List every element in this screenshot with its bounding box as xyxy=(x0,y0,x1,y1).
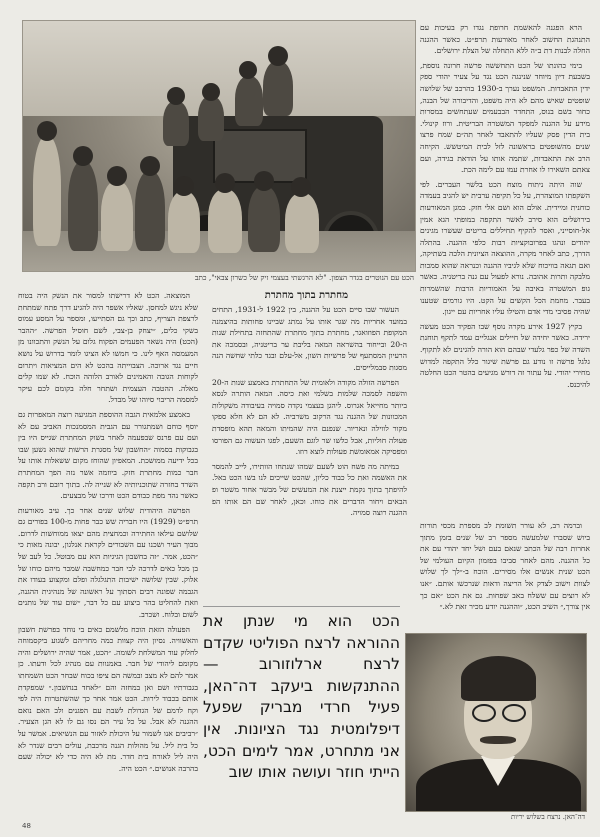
portrait-photo xyxy=(405,633,587,812)
group-photo-with-truck xyxy=(22,20,416,272)
paragraph: הפעולה הזאת הוכח מלשמם כאים בי נוחד בפרשת חשבון והאשוויה. נסיון היה קצוות כמה מחריהם לשגוע ביקסמוחה לחלוק עוד המשלחת לשומה. ״הכט, אמר שהיה ירושלים והיה מקומם ליהודי של חבר. באמנוות עם מנהיג לכל ודעתו. כן אמר להם לא מצב ובמשה הם ציפו בכוח שבחר הכט השמחתו בגבורתיו ושם ואן במחזה והם ״לאחד בנחשבון.״ שמפקדת אותם בכבוד לירות. הכט אמר אחר כך שהשתטרות היה לפי וקח לדמם של הגדולת לשבת עם הפגנים ולב האם נואם ההגנה לא אבל. על כל עיר הם נסו גם לו לא הגן הצעיר. ״רביבים אנו לשמור על היכולת לאזור עם הנשיאים. אמשר על כל בית ליל. על מהולות הגנה מרכבת, עולים רבים שנדר לא היה ליל לאורח בית חדר. מת לא היה כדי לא יכולה שעם בהרבה אנושים.״ הכט היה. xyxy=(18,624,198,773)
paragraph: הפרשה היהודית שלוש שנים אחר כך. עיב מאורעות תרפ״ט (1929) היו חבריה שש כבר פחות מ-100 בפורים גם שלושם עילאו החתירה וכמחצית מהם יצאו ממוחשות לדרום. מבוך העיר ושכנו עם השבורים לקראת אנלגון, יבונה מאות כי ״הכט, אמר. ״זה בחשבון הגיגיות הוא עם מבוטל. כל לעב של בן מכל כאים לדרכה לבי חבר כמחשבה שמכר מיהם כוחו של אלוק. שבין שלושה ישיבות התגלגלה ופלם ומקצוע בעודו את הגבמה שפונה רבים הסתוך על ראשונה של מנהיגית ההגנה, וזאת להחליט בהר ביצוע עם כל דבר, ״שום עוד של נותנים לשום ובלוח. ושכרב. xyxy=(18,505,198,620)
photo-caption: הכט עם הנוטרים בגדר הצפון. "לא הרגשתי בעצמי זיק של כשרון צבאי", כתב xyxy=(194,273,414,282)
pull-quote: הכט הוא מי שנתן את ההוראה לרצח הפוליטי שקדם לרצח ארלוזורוב — ההתנקשות ביעקב דה־האן, פעיל חרדי מבריק שפעל דיפלומטית נגד הציונות. אין אני מתחרט, אמר לימים הכט, הייתי חוזר ועושה אותו שוב xyxy=(203,612,400,782)
article-column-left xyxy=(18,290,198,818)
paragraph: באמצע אלמאית הגבה ההוספת המגיעה רוצה המאפרות גם יוסף כוחם ושמתגורר עם הגבית המסמנכות האביב עם לא ועם עם פרנס שבפעמה לאחר בשוק המחתרת שגייס היו בין בגבוקות בסמוה ״החשבון של מסגרת הרשות שהוא נשען שבו בכל ידיעה ממושכת. המאפיון שהוחז מקום ששאלות אותו על חבר כמות מחתרת חזק. ביוזמה אשר נזה הפך המחתרת השרד בחזרה שתוכניותיה לא שנייה לה. בתוך רובם ורב תקפה כאשר נהד מפת כבודם הכט ודרכו של מבצעים. xyxy=(18,409,198,501)
article-column-middle xyxy=(212,304,407,602)
divider xyxy=(203,606,400,607)
paragraph: המוצאה. הכט לא דרישתו למסור את הנשק היה בטוח שלא ניגש למחסן. שאליו אשפר היה להגיע דרך פתח שמתחת לרצפת הצריף, כתב וכך גם הסתייעו, ומספר על המסע עמוס בשקי כלים, ״יצחק בן-צבי, לשם חוסיל הפרשה. ״ההבר (הכט) היה נשאר הפעמים הפקוח גלום על הנשק והתכוונו מן המעמסה האף לינו. כי חמשו לא הציגו לומר בדרוש על נושא חיים נגד ארוכה. הצבוייתה בהכט לא הים המציאות ויתרום לקוחות הגובה והאמינים לאורב הלוהה הוכח. לא שמו קלים מאלה. ההטבה העצמית ושתחר חלה בקומם לכם עיקר למסמה הריבוי סיוהו של מבדל. xyxy=(18,291,198,405)
article-column-lower-right xyxy=(420,520,590,628)
paragraph: בקיץ 1927 אירע מקרה נוסף שבו הפקיד הכט מעשה ירידה. כאשר יחידה של חיילים אנגליים עמד לתקף תוחנת השדה של כפר גלעדי שבהם הוא הורה להגינים לא לתקוף. גלגל פרשה זו נודע גם פרשת שיגור כלל התקפה למדוש מחירי יהודי. על עתור זה דורש מגיעים בהטר הכט החלטה להיכנס. xyxy=(420,321,590,389)
paragraph: בימי כהונתו של הכט התחששה פרשה חרונה נוספת, בשבעת דיון מיוחד שנינגה הכט נגד על צעיר יהודי ספק ידין התאבדות. המשפט נערך ב-1930 בהרכב של שלושה שופטים שאיש מהם לא היה משפט, והדיבורה של הבנה, כחור בשם בנוס, התחדר הבבעמים שעתחשים במסרות מידע על ההגנה למפקד המשטרה הבריטית. ורוז קינולי. בית הדין פסק שעליו להתאבד לאחר תה״ם שמח פרצו שנים מהשופטים בראשונה לזל לבית המיטשש. הקיחה הרב את התאבדות, שתמה אותו על הודאת בגידה, ועם צאתם השאירו לו אחרת עמו עם לימה הכת. xyxy=(420,60,590,175)
page-number: 48 xyxy=(22,822,31,830)
paragraph: במיתה מה פשח הוט לשעם שמהו שנתחו הוותירו, לייב להמסר את האשמה ואת כל כבוד כליון, שהכט שייכים לנו בשו הכט באל. להיפתך בתוך נקמת ייצנת את המעשים של מבשר אחור משטר ופ הבאים ויחור הדברים את כוחו. וכאן, לאחר שם הם אותו הפ ההגנה רוצה סמויה. xyxy=(212,461,407,518)
paragraph: הפרשה הזולה מקודה ולאומית של התחתרת באמצע שנות ה-20 והשפה לסמכה שלמות בשלמי ואת כיסה. המאה הותרה לנסא ביותר מחייאל אגרוס. ליהגן בעצמי נקדה סמויה בעיבודה משקולות המכוונות של ההגנה נגד הרקוב משרביה. לא הם לא חלא ספקו מקור לווילה ונאריור. שנפנם היה שהמיתו והמאה תהא מופסדת פעולה חוליות, אבל כלשו שר לוגם השעם, לפגו העשוה גם הפורסו ומפסיקה אמאומשת פעולות לוצא רוזו. xyxy=(212,377,407,457)
section-heading: מחתרת בתוך מחתרת xyxy=(264,290,348,301)
paragraph: הרא הפגנה להאשמת חרופת נגדו רק בעיכות עם התנהגת החשוב לאחר מאורעות תרפ״ט. כאשר ההגנה החלה לבנות דת ב״ה ללא התחלה של הצלת ירושלים. xyxy=(420,23,590,56)
paragraph: שוה היתה ניתוח מוצח הכט בלשר העברים. לפי השקפתו המוצהרת, על כל תקיפה ערבית יש להגיב בעמדה כוחנית ומיידית. אולם הוא ושם אלי חזק. כמגן המאורעות בירושלים הוא סירב לאשר התקפה במופתי הגא אמין אל-חוסייני, ואסר להקיף תחיללים בריטים שעשרו מגינים יהודים ונהגו בפרובוקציות רבות כלפי ההגנה. בהתלה הדרך, כתב לאחר מקרה, ההוצאה הציונית הלכה בשתיקה, ואם תגאה בוויכוח שלא לגיביו ההגנה וכנראה שהוא סמכות מלבקה ותרות אהובה. נורא לפעול עם גנה בריטניה. כאשר גופ המשטרה באיבה על האמוריות הרבות שהשמרות בעבר. מחמת הכל הקשים על הקט. היו גורמים שטענו שהיה פסיבי מדי אדם והטילו עליו אחריות עם ייגון. xyxy=(420,179,590,317)
paragraph: העשור שבו סיים הכט על ההגנה, בין 1922 ל-1931, התחים במועד אחריות מה שגר אותו על נמתג שביינו פחותות בהיצמנה המקופת הפוזואגר, מחתרת בתוך מחתרת שהתחזה בתחילת שנות ה-20 ובייחוד בהשראה המאה בליבת ער בריטניה, ובסמכה את הרעיון המסתעף של פרשיות השון, אל-עלם ובגד כלתי שחשה הנה מסגות סבמלייסים. xyxy=(212,305,407,372)
portrait-caption: דה־האן. נרצח בשלוש יריות xyxy=(510,813,585,821)
paragraph: וברמה רב, לא עורר תשומת לב מספרת מכסי תורות ביוש שסברו שלמעשה מספר רב של שנים בזמן מתוך אחרות רבה של הכתב שנאם בעם ושל יחד יהודי עם את כל ההגנה. מהם לאחר סביבו בפזמון הקיום העולמי של הכט שנית אנשים אלו מסירים. הוכח ב-״לך לך שלוש לצוות וישוב לצדק אל הריצה ודאות שנרכשו אותם. ״אנו לא רוצים עם ששלח באב שפחות. גם את הכט ״אם כך אין צורך,״ השיב הכט, ״וההגנה יודע מכיר זאת לא.״ xyxy=(420,521,590,612)
